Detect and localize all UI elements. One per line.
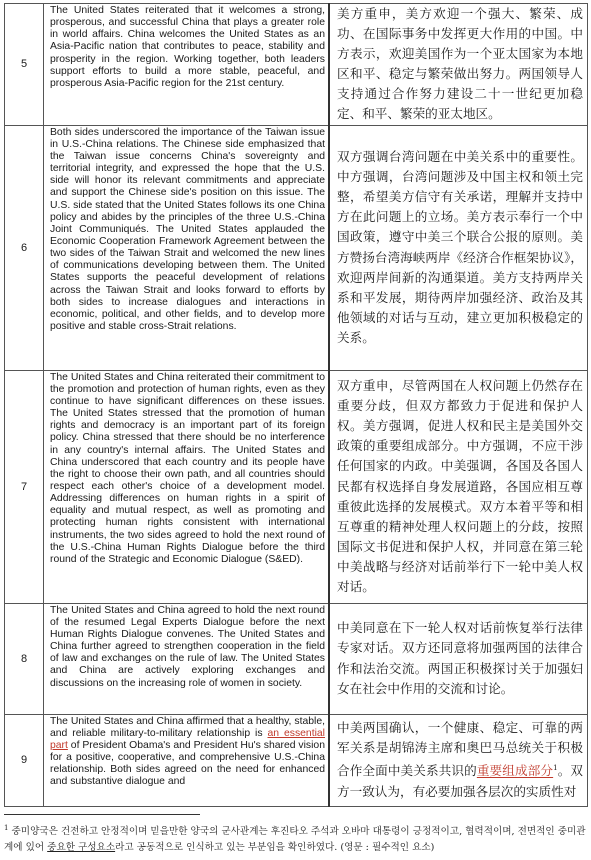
bilingual-comparison-table [4, 3, 588, 807]
row-number: 9 [5, 714, 44, 806]
chinese-text: 中美同意在下一轮人权对话前恢复举行法律专家对话。双方还同意将加强两国的法律合作和法治交流。两国正积极探讨关于加强妇女在社会中作用的交流和讨论。 [329, 603, 588, 714]
row-number: 8 [5, 603, 44, 714]
highlighted-phrase-english: an essential part [50, 727, 325, 751]
table-row [5, 125, 588, 370]
english-text: Both sides underscored the importance of the Taiwan issue in U.S.-China relations. The Chinese side emphasized that the Taiwan issue concerns China's sovereignty and territorial integrity, and expressed the hope that the U.S. side will honor its relevant commitments and appreciate and support the Chinese side's position on this issue. The U.S. side stated that the United States follows its one China policy and abides by the principles of the three U.S.-China Joint Communiqués. The United States applauded the Economic Cooperation Framework Agreement between the two sides of the Taiwan Strait and welcomed the new lines of communications developing between them. The United States supports the peaceful development of relations across the Taiwan Strait and looks forward to efforts by both sides to increase dialogues and interactions in economic, political, and other fields, and to develop more positive and stable cross-Strait relations. [44, 125, 330, 370]
table-row [5, 714, 588, 806]
chinese-text-before: 中美两国确认，一个健康、稳定、可靠的两军关系是胡锦涛主席和奥巴马总统关于积极合作全面中美关系共识的 [337, 720, 583, 779]
row-number: 7 [5, 370, 44, 603]
chinese-text: 美方重申，美方欢迎一个强大、繁荣、成功、在国际事务中发挥更大作用的中国。中方表示，欢迎美国作为一个亚太国家为本地区和平、稳定与繁荣做出努力。两国领导人支持通过合作努力建设二十一世纪更加稳定、和平、繁荣的亚太地区。 [329, 4, 588, 126]
chinese-text: 双方重申，尽管两国在人权问题上仍然存在重要分歧，但双方都致力于促进和保护人权。美方强调，促进人权和民主是美国外交政策的重要组成部分。中方强调，不应干涉任何国家的内政。中美强调，各国及各国人民都有权选择自身发展道路，各国应相互尊重彼此选择的发展模式。双方本着平等和相互尊重的精神处理人权问题上的分歧，按照国际文书促进和保护人权，并同意在第三轮中美战略与经济对话前举行下一轮中美人权对话。 [329, 370, 588, 603]
chinese-text: 双方强调台湾问题在中美关系中的重要性。中方强调，台湾问题涉及中国主权和领土完整，希望美方信守有关承诺，理解并支持中方在此问题上的立场。美方表示奉行一个中国政策，遵守中美三个联合公报的原则。美方赞扬台湾海峡两岸《经济合作框架协议》，欢迎两岸间新的沟通渠道。美方支持两岸关系和平发展，期待两岸加强经济、政治及其他领域的对话与互动，建立更加积极稳定的关系。 [329, 125, 588, 370]
highlighted-phrase-chinese: 重要组成部分 [476, 763, 554, 779]
table-row [5, 603, 588, 714]
english-text: The United States and China agreed to hold the next round of the resumed Legal Experts Dialogue before the next Human Rights Dialogue convenes. The United States and China further agreed to strengthen cooperation in the field of law and exchanges on the rule of law. The United States and China are actively exploring exchanges and discussions on the increasing role of women in society. [44, 603, 330, 714]
table-row [5, 4, 588, 126]
english-text: The United States reiterated that it welcomes a strong, prosperous, and successful China that plays a greater role in world affairs. China welcomes the United States as an Asia-Pacific nation that contributes to peace, stability and prosperity in the region. Working together, both leaders support efforts to build a more stable, peaceful, and prosperous Asia-Pacific region for the 21st century. [44, 4, 330, 126]
chinese-text-after: 。双方一致认为，有必要加强各层次的实质性对 [337, 763, 584, 799]
chinese-text [329, 714, 588, 806]
footnote-text: 중미양국은 건전하고 안정적이며 믿을만한 양국의 군사관계는 후진타오 주석과 오바마 대통령이 긍정적이고, 협력적이며, 전면적인 중미관계에 있어 [4, 826, 586, 854]
footnote-highlight: 중요한 구성요소 [47, 842, 116, 854]
english-text-after: of President Obama's and President Hu's shared vision for a positive, cooperative, and comprehensive U.S.-China relationship. Both sides agreed on the need for enhanced and substantive dialogue and [50, 739, 325, 788]
english-text [44, 714, 330, 806]
footnote-text-after: 라고 공동적으로 인식하고 있는 부분임을 확인하였다. (영문 : 필수적인 요소) [115, 842, 435, 854]
footnote-reference: 1 [553, 764, 558, 773]
footnote-marker: 1 [4, 824, 9, 832]
row-number: 6 [5, 125, 44, 370]
english-text: The United States and China reiterated their commitment to the promotion and protection of human rights, even as they continue to have significant differences on these issues. The United States stressed that the promotion of human rights and democracy is an important part of its foreign policy. China stressed that there should be no interference in any country's internal affairs. The United States and China underscored that each country and its people have the right to choose their own path, and all countries should respect each other's choice of a development model. Addressing differences on human rights in a spirit of equality and mutual respect, as well as promoting and protecting human rights consistent with international instruments, the two sides agreed to hold the next round of the U.S.-China Human Rights Dialogue before the third round of the Strategic and Economic Dialogue (S&ED). [44, 370, 330, 603]
row-number: 5 [5, 4, 44, 126]
english-text-before: The United States and China affirmed that a healthy, stable, and reliable military-to-military relationship is [50, 715, 325, 739]
footnote [4, 820, 586, 856]
footnote-divider [4, 814, 200, 815]
table-row [5, 370, 588, 603]
